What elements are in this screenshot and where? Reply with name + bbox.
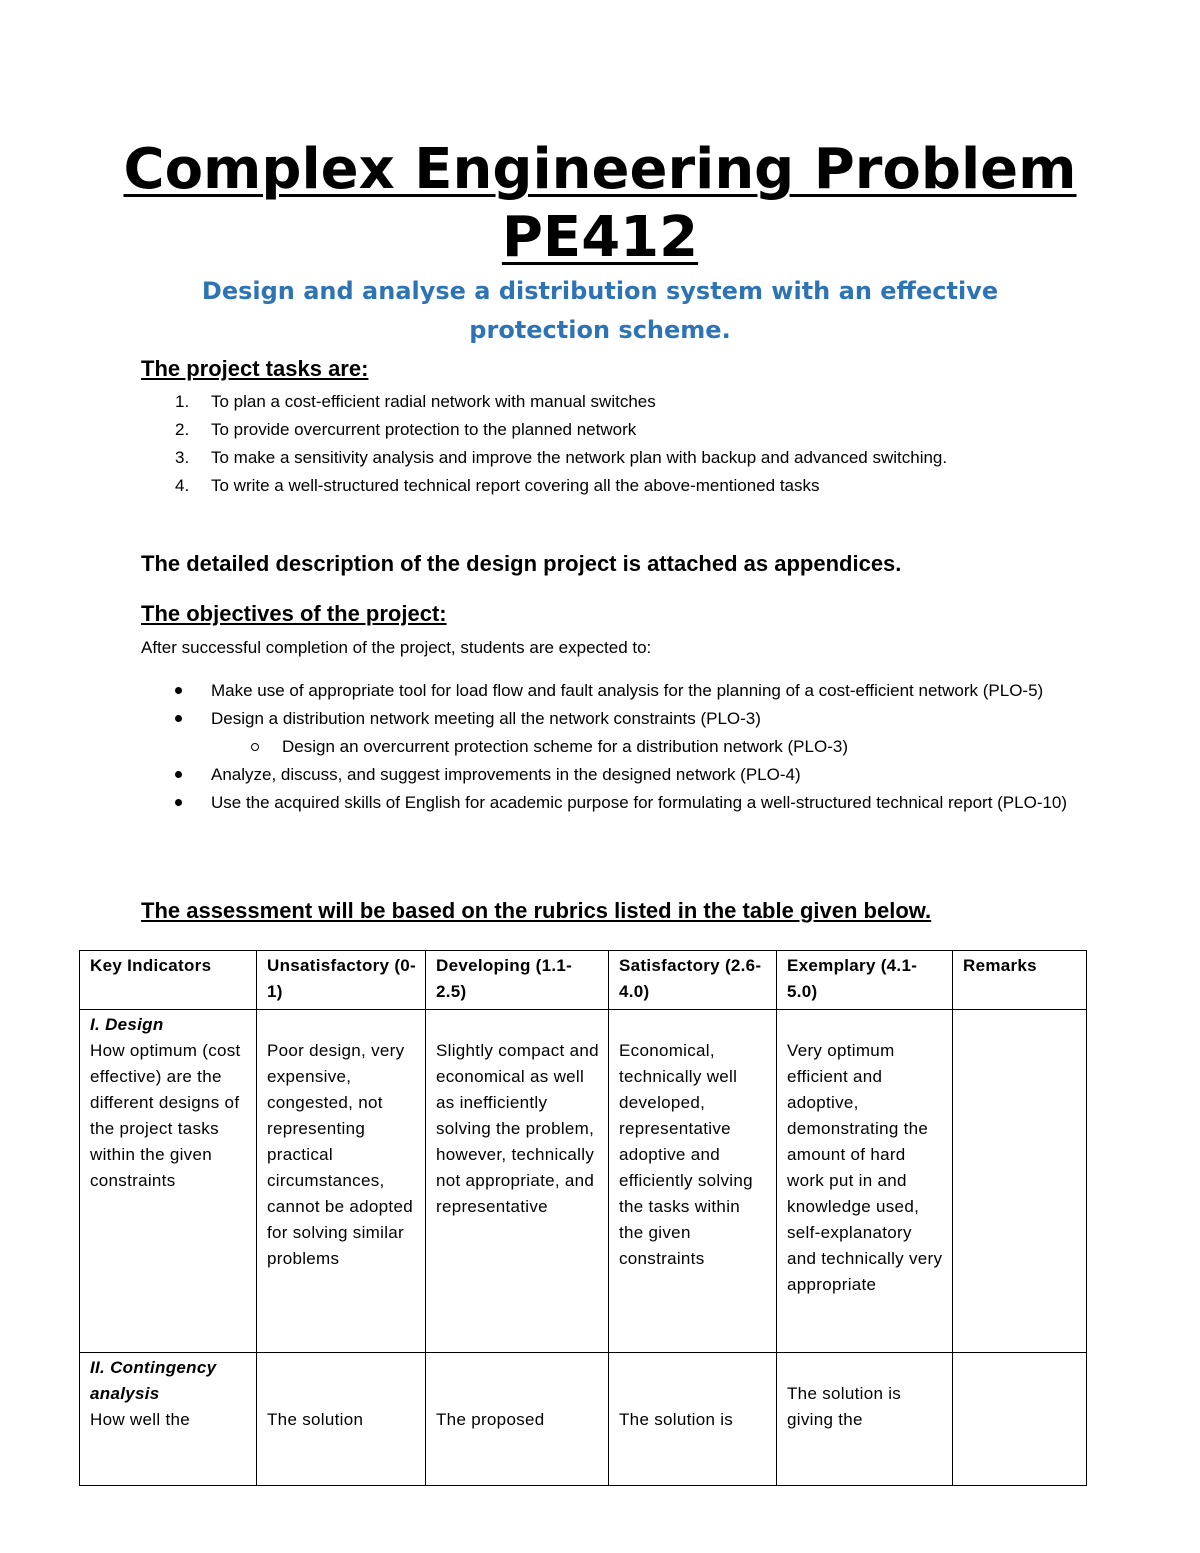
appendices-note: The detailed description of the design project is attached as appendices. xyxy=(141,551,902,576)
column-header: Satisfactory (2.6-4.0) xyxy=(609,951,777,1010)
table-row xyxy=(80,1353,1087,1486)
task-text: To write a well-structured technical report covering all the above-mentioned tasks xyxy=(211,476,820,495)
criterion-description: How optimum (cost effective) are the different designs of the project tasks within the given constraints xyxy=(90,1041,241,1190)
course-code: PE412 xyxy=(501,205,699,270)
unsatisfactory-cell: Poor design, very expensive, congested, not representing practical circumstances, cannot be adopted for solving similar problems xyxy=(257,1010,426,1353)
objective-text: Use the acquired skills of English for academic purpose for formulating a well-structured technical report (PLO-10) xyxy=(211,793,1068,812)
tasks-list xyxy=(141,388,1081,500)
bullet-icon xyxy=(175,771,182,778)
remarks-cell xyxy=(953,1353,1087,1486)
list-item xyxy=(141,789,1081,817)
rubric-table xyxy=(79,950,1087,1486)
list-number: 1. xyxy=(175,392,190,411)
list-item xyxy=(141,677,1081,705)
criterion-cell xyxy=(80,1353,257,1486)
objectives-intro: After successful completion of the project, students are expected to: xyxy=(141,638,652,657)
table-header-row xyxy=(80,951,1087,1010)
objective-text: Make use of appropriate tool for load flow and fault analysis for the planning of a cost-efficient network (PLO-5) xyxy=(211,681,1044,700)
objective-text: Analyze, discuss, and suggest improvements in the designed network (PLO-4) xyxy=(211,765,801,784)
objectives-list xyxy=(141,677,1081,817)
list-item xyxy=(141,705,1081,733)
hollow-bullet-icon xyxy=(251,743,259,751)
bullet-icon xyxy=(175,687,182,694)
assessment-heading: The assessment will be based on the rubrics listed in the table given below. xyxy=(141,898,932,923)
list-item xyxy=(141,416,1081,444)
column-header: Unsatisfactory (0-1) xyxy=(257,951,426,1010)
column-header: Exemplary (4.1-5.0) xyxy=(777,951,953,1010)
list-item xyxy=(141,444,1081,472)
criterion-title: I. Design xyxy=(90,1015,164,1034)
document-title: Complex Engineering Problem xyxy=(123,137,1077,202)
unsatisfactory-cell: The solution xyxy=(257,1353,426,1486)
exemplary-cell: The solution is giving the xyxy=(777,1353,953,1486)
task-text: To provide overcurrent protection to the planned network xyxy=(211,420,637,439)
column-header: Remarks xyxy=(953,951,1087,1010)
developing-cell: Slightly compact and economical as well as inefficiently solving the problem, however, technically not appropriate, and representative xyxy=(426,1010,609,1353)
column-header: Developing (1.1-2.5) xyxy=(426,951,609,1010)
bullet-icon xyxy=(175,799,182,806)
task-text: To plan a cost-efficient radial network with manual switches xyxy=(211,392,656,411)
list-item xyxy=(141,472,1081,500)
criterion-description: How well the xyxy=(90,1410,190,1429)
tasks-heading: The project tasks are: xyxy=(141,356,369,381)
list-number: 4. xyxy=(175,476,190,495)
objective-text: Design a distribution network meeting all the network constraints (PLO-3) xyxy=(211,709,761,728)
task-text: To make a sensitivity analysis and improve the network plan with backup and advanced switching. xyxy=(211,448,948,467)
objective-text: Design an overcurrent protection scheme for a distribution network (PLO-3) xyxy=(282,737,848,756)
exemplary-cell: Very optimum efficient and adoptive, demonstrating the amount of hard work put in and knowledge used, self-explanatory and technically very appropriate xyxy=(777,1010,953,1353)
list-item xyxy=(141,733,1081,761)
project-subtitle: Design and analyse a distribution system with an effective protection scheme. xyxy=(201,277,999,344)
satisfactory-cell: The solution is xyxy=(609,1353,777,1486)
table-row xyxy=(80,1010,1087,1353)
remarks-cell xyxy=(953,1010,1087,1353)
criterion-cell xyxy=(80,1010,257,1353)
list-item xyxy=(141,388,1081,416)
list-number: 2. xyxy=(175,420,190,439)
objectives-heading: The objectives of the project: xyxy=(141,601,447,626)
bullet-icon xyxy=(175,715,182,722)
satisfactory-cell: Economical, technically well developed, representative adoptive and efficiently solving the tasks within the given constraints xyxy=(609,1010,777,1353)
column-header: Key Indicators xyxy=(80,951,257,1010)
criterion-title: II. Contingency analysis xyxy=(90,1358,217,1403)
list-item xyxy=(141,761,1081,789)
developing-cell: The proposed xyxy=(426,1353,609,1486)
list-number: 3. xyxy=(175,448,190,467)
